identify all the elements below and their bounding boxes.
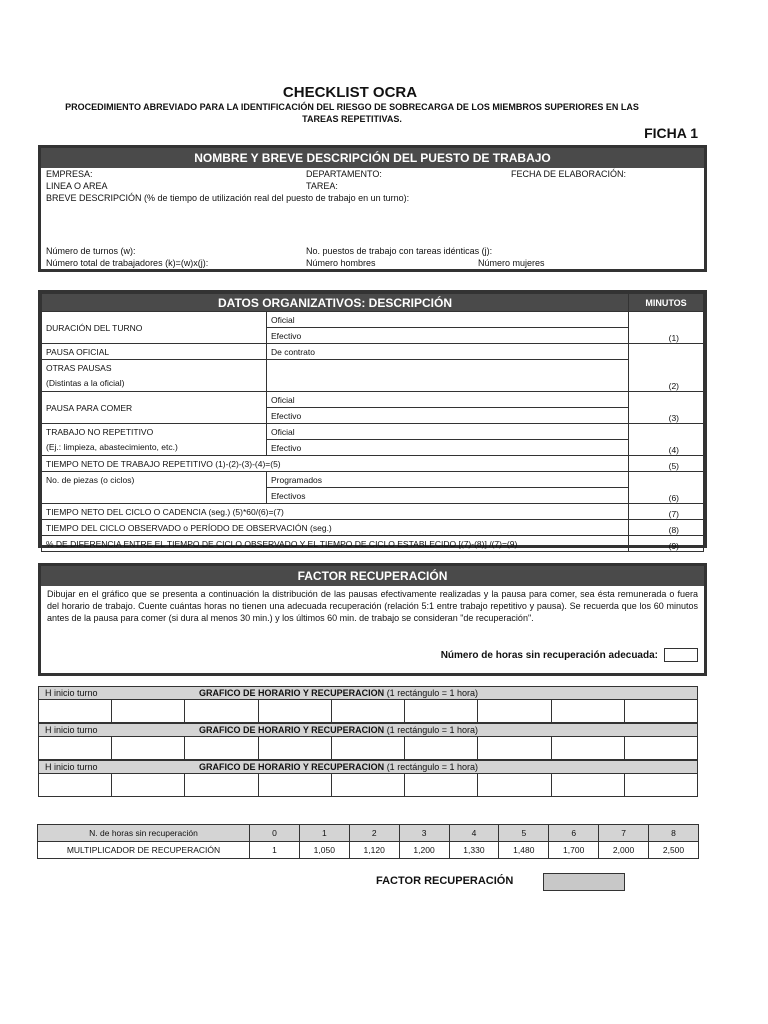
factor-recuperacion-input[interactable]	[543, 873, 625, 891]
hour-cell[interactable]	[552, 774, 625, 796]
grafico-title: GRAFICO DE HORARIO Y RECUPERACION	[199, 725, 385, 735]
hour-cell[interactable]	[478, 700, 551, 722]
hour-cell[interactable]	[405, 737, 478, 759]
hour-cell[interactable]	[625, 737, 697, 759]
hour-cell[interactable]	[552, 700, 625, 722]
horas-cell: 0	[250, 825, 300, 842]
multiplicador-cell: 1,330	[449, 842, 499, 859]
descripcion-field[interactable]: BREVE DESCRIPCIÓN (% de tiempo de utilización real del puesto de trabajo en un turno):	[46, 193, 410, 203]
hour-cell[interactable]	[259, 737, 332, 759]
horas-cell: 2	[349, 825, 399, 842]
hour-cell[interactable]	[625, 700, 697, 722]
subtitle-line-2: TAREAS REPETITIVAS.	[302, 114, 402, 124]
page-subtitle	[62, 101, 642, 125]
organizativos-table	[41, 293, 704, 552]
hombres-field[interactable]: Número hombres	[306, 258, 376, 268]
multiplicador-row-label: MULTIPLICADOR DE RECUPERACIÓN	[38, 842, 250, 859]
grafico-horario-3	[38, 760, 698, 797]
horas-cell: 1	[299, 825, 349, 842]
hour-cell[interactable]	[478, 737, 551, 759]
turnos-field[interactable]: Número de turnos (w):	[46, 246, 136, 256]
h-inicio-label[interactable]: H inicio turno	[45, 762, 98, 772]
multiplicador-cell: 1,050	[299, 842, 349, 859]
pausa-oficial-label: PAUSA OFICIAL	[42, 344, 267, 360]
departamento-field[interactable]: DEPARTAMENTO:	[306, 169, 382, 179]
linea-field[interactable]: LINEA O AREA	[46, 181, 108, 191]
duracion-label: DURACIÓN DEL TURNO	[42, 312, 267, 344]
minutos-2[interactable]: (2)	[629, 344, 704, 392]
multiplicador-cell: 2,500	[649, 842, 699, 859]
hour-cell[interactable]	[332, 700, 405, 722]
hour-cell[interactable]	[112, 737, 185, 759]
tiempo-neto-label: TIEMPO NETO DE TRABAJO REPETITIVO (1)-(2)-(3)-(4)=(5)	[42, 456, 629, 472]
horas-cell: 5	[499, 825, 549, 842]
hour-cell[interactable]	[39, 700, 112, 722]
puestos-field[interactable]: No. puestos de trabajo con tareas idénticas (j):	[306, 246, 493, 256]
tarea-field[interactable]: TAREA:	[306, 181, 338, 191]
hour-cell[interactable]	[112, 700, 185, 722]
multiplicador-cell: 1,700	[549, 842, 599, 859]
puesto-heading: NOMBRE Y BREVE DESCRIPCIÓN DEL PUESTO DE TRABAJO	[41, 148, 704, 168]
diferencia-label: % DE DIFERENCIA ENTRE EL TIEMPO DE CICLO OBSERVADO Y EL TIEMPO DE CICLO ESTABLECIDO [(7)-(8)] /(7)=(9)	[42, 536, 629, 552]
otras-pausas-value[interactable]	[267, 360, 629, 392]
minutos-8[interactable]: (8)	[629, 520, 704, 536]
multiplicador-cell: 2,000	[599, 842, 649, 859]
hour-cell[interactable]	[625, 774, 697, 796]
h-inicio-label[interactable]: H inicio turno	[45, 688, 98, 698]
horas-row-label: N. de horas sin recuperación	[38, 825, 250, 842]
multiplicador-cell: 1	[250, 842, 300, 859]
piezas-programados[interactable]: Programados	[267, 472, 629, 488]
puesto-section	[38, 145, 707, 272]
hour-cell[interactable]	[405, 774, 478, 796]
fecha-field[interactable]: FECHA DE ELABORACIÓN:	[511, 169, 627, 179]
minutos-6[interactable]: (6)	[629, 472, 704, 504]
piezas-efectivos[interactable]: Efectivos	[267, 488, 629, 504]
hour-cell[interactable]	[185, 737, 258, 759]
recuperacion-section	[38, 563, 707, 676]
trabajo-no-rep-oficial[interactable]: Oficial	[267, 424, 629, 440]
hour-cell[interactable]	[552, 737, 625, 759]
multiplicador-cell: 1,200	[399, 842, 449, 859]
otras-pausas-label: OTRAS PAUSAS	[42, 360, 267, 376]
page-title: CHECKLIST OCRA	[282, 84, 418, 101]
pausa-comer-label: PAUSA PARA COMER	[42, 392, 267, 424]
horas-cell: 7	[599, 825, 649, 842]
observado-label: TIEMPO DEL CICLO OBSERVADO o PERÍODO DE OBSERVACIÓN (seg.)	[42, 520, 629, 536]
grafico-title: GRAFICO DE HORARIO Y RECUPERACION	[199, 688, 385, 698]
mujeres-field[interactable]: Número mujeres	[478, 258, 545, 268]
minutos-1[interactable]: (1)	[629, 312, 704, 344]
multiplicador-table	[37, 824, 699, 859]
hour-cell[interactable]	[259, 700, 332, 722]
piezas-label: No. de piezas (o ciclos)	[42, 472, 267, 504]
horas-cell: 8	[649, 825, 699, 842]
minutos-5[interactable]: (5)	[629, 456, 704, 472]
hour-cell[interactable]	[332, 774, 405, 796]
hour-cell[interactable]	[478, 774, 551, 796]
horas-cell: 3	[399, 825, 449, 842]
trabajo-no-rep-label: TRABAJO NO REPETITIVO	[42, 424, 267, 440]
horas-cell: 4	[449, 825, 499, 842]
minutos-7[interactable]: (7)	[629, 504, 704, 520]
grafico-subtitle: (1 rectángulo = 1 hora)	[384, 688, 478, 698]
hour-cell[interactable]	[39, 774, 112, 796]
subtitle-line-1: PROCEDIMIENTO ABREVIADO PARA LA IDENTIFICACIÓN DEL RIESGO DE SOBRECARGA DE LOS MIEMBROS SUPERIORES EN LAS	[65, 102, 639, 112]
duracion-oficial[interactable]: Oficial	[267, 312, 629, 328]
ciclo-label: TIEMPO NETO DEL CICLO O CADENCIA (seg.) (5)*60/(6)=(7)	[42, 504, 629, 520]
hour-cell[interactable]	[259, 774, 332, 796]
grafico-horario-2	[38, 723, 698, 760]
factor-recuperacion-label: FACTOR RECUPERACIÓN	[376, 875, 514, 887]
minutos-9[interactable]: (9)	[629, 536, 704, 552]
hour-cell[interactable]	[112, 774, 185, 796]
hour-cell[interactable]	[332, 737, 405, 759]
horas-cell: 6	[549, 825, 599, 842]
minutos-heading: MINUTOS	[629, 294, 704, 312]
horas-sin-recuperacion-input[interactable]	[664, 648, 698, 662]
grafico-subtitle: (1 rectángulo = 1 hora)	[384, 725, 478, 735]
h-inicio-label[interactable]: H inicio turno	[45, 725, 98, 735]
multiplicador-cell: 1,480	[499, 842, 549, 859]
hour-cell[interactable]	[39, 737, 112, 759]
grafico-title: GRAFICO DE HORARIO Y RECUPERACION	[199, 762, 385, 772]
hour-cell[interactable]	[185, 774, 258, 796]
recuperacion-instructions: Dibujar en el gráfico que se presenta a continuación la distribución de las pausas efectivamente realizadas y la pausa para comer, sea ésta remunerada o fuera del horario de trabajo. Cuente cuántas horas no tienen una adecuada recuperación (relación 5:1 entre trabajo repetitivo y pausa). Se recuerda que los 60 minutos antes de la pausa para comer (si dura al menos 30 min.) y los últimos 60 min. de trabajo se consideran "de recuperación".	[47, 589, 698, 623]
empresa-field[interactable]: EMPRESA:	[46, 169, 93, 179]
ficha-label: FICHA 1	[644, 125, 698, 141]
minutos-4[interactable]: (4)	[629, 424, 704, 456]
trabajo-no-rep-note: (Ej.: limpieza, abastecimiento, etc.)	[42, 440, 267, 456]
horas-sin-recuperacion-label: Número de horas sin recuperación adecuada:	[440, 650, 658, 661]
minutos-3[interactable]: (3)	[629, 392, 704, 424]
multiplicador-cell: 1,120	[349, 842, 399, 859]
otras-pausas-note: (Distintas a la oficial)	[42, 376, 267, 392]
trabajadores-field[interactable]: Número total de trabajadores (k)=(w)x(j):	[46, 258, 209, 268]
hour-cell[interactable]	[185, 700, 258, 722]
hour-cell[interactable]	[405, 700, 478, 722]
grafico-horario-1	[38, 686, 698, 723]
trabajo-no-rep-efectivo[interactable]: Efectivo	[267, 440, 629, 456]
organizativos-heading: DATOS ORGANIZATIVOS: DESCRIPCIÓN	[42, 294, 629, 312]
grafico-subtitle: (1 rectángulo = 1 hora)	[384, 762, 478, 772]
organizativos-section	[38, 290, 707, 551]
pausa-comer-oficial[interactable]: Oficial	[267, 392, 629, 408]
pausa-de-contrato[interactable]: De contrato	[267, 344, 629, 360]
duracion-efectivo[interactable]: Efectivo	[267, 328, 629, 344]
pausa-comer-efectivo[interactable]: Efectivo	[267, 408, 629, 424]
recuperacion-heading: FACTOR RECUPERACIÓN	[41, 566, 704, 586]
